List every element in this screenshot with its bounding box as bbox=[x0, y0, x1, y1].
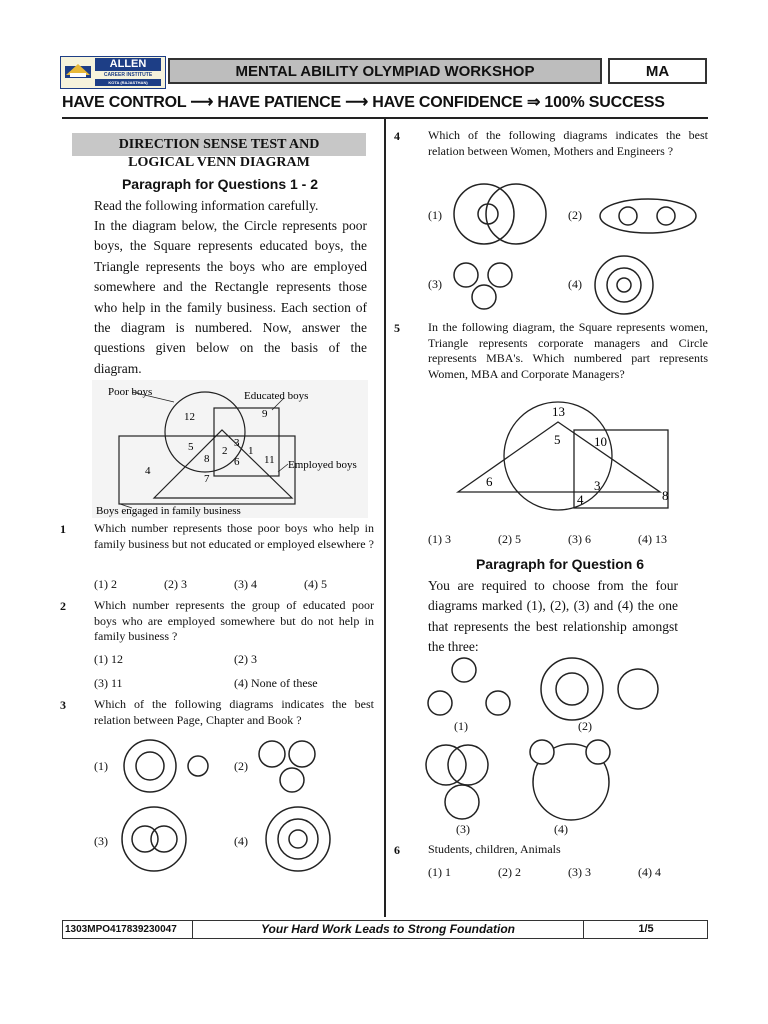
q6-diagram-label-1: (1) bbox=[454, 719, 468, 733]
footer-page-number: 1/5 bbox=[583, 920, 708, 939]
q6-diagram-label-3: (3) bbox=[456, 822, 470, 836]
region-9: 9 bbox=[262, 408, 268, 420]
q5-region-13: 13 bbox=[552, 404, 565, 419]
q6-option-3[interactable]: (3) 3 bbox=[568, 865, 591, 879]
q3-option-1[interactable]: (1) bbox=[94, 759, 108, 773]
q2-text: Which number represents the group of educated poor boys who are employed somewhere but do not help in family business ? bbox=[94, 598, 374, 643]
footer-code: 1303MPO417839230047 bbox=[62, 920, 193, 939]
q2-option-2[interactable]: (2) 3 bbox=[234, 652, 257, 666]
paragraph-q6-body: You are required to choose from the four diagrams marked (1), (2), (3) and (4) the one that represents the best relationship amongst the three: bbox=[428, 578, 678, 655]
q1-option-4[interactable]: (4) 5 bbox=[304, 577, 327, 591]
region-4: 4 bbox=[145, 465, 151, 477]
header-title: MENTAL ABILITY OLYMPIAD WORKSHOP bbox=[168, 58, 602, 84]
q6-diagram-label-2: (2) bbox=[578, 719, 592, 733]
venn-diagram-q1-2 bbox=[92, 380, 368, 518]
q3-option-3[interactable]: (3) bbox=[94, 834, 108, 848]
q4-option-1[interactable]: (1) bbox=[428, 208, 442, 222]
q6-diagram-3 bbox=[424, 734, 504, 820]
logo-emblem-icon bbox=[64, 60, 92, 84]
q6-diagram-label-4: (4) bbox=[554, 822, 568, 836]
section-title-1: DIRECTION SENSE TEST AND bbox=[118, 137, 320, 152]
q1-option-1[interactable]: (1) 2 bbox=[94, 577, 117, 591]
slogan: HAVE CONTROL ⟶ HAVE PATIENCE ⟶ HAVE CONFIDENCE ⇒ 100% SUCCESS bbox=[62, 94, 665, 111]
q4-option-3[interactable]: (3) bbox=[428, 277, 442, 291]
column-divider bbox=[384, 117, 386, 917]
q6-option-4[interactable]: (4) 4 bbox=[638, 865, 661, 879]
q5-option-2[interactable]: (2) 5 bbox=[498, 532, 521, 546]
q3-number: 3 bbox=[60, 698, 66, 712]
region-7: 7 bbox=[204, 473, 210, 485]
q4-diagram-4 bbox=[592, 254, 656, 316]
q5-region-4: 4 bbox=[577, 492, 584, 507]
q6-diagram-2 bbox=[538, 656, 664, 722]
label-poor-boys: Poor boys bbox=[108, 386, 153, 398]
q5-region-8: 8 bbox=[662, 488, 669, 503]
intro-line: Read the following information carefully. bbox=[94, 198, 319, 213]
q2-number: 2 bbox=[60, 599, 66, 613]
q2-option-3[interactable]: (3) 11 bbox=[94, 676, 123, 690]
q4-option-2[interactable]: (2) bbox=[568, 208, 582, 222]
q3-text: Which of the following diagrams indicates the best relation between Page, Chapter and Book ? bbox=[94, 697, 374, 727]
q4-number: 4 bbox=[394, 129, 400, 143]
q6-diagram-1 bbox=[424, 656, 512, 720]
section-title-2: LOGICAL VENN DIAGRAM bbox=[128, 155, 310, 170]
q1-text: Which number represents those poor boys who help in family business but not educated or employed elsewhere ? bbox=[94, 521, 374, 551]
region-8: 8 bbox=[204, 453, 210, 465]
q3-diagram-1 bbox=[118, 738, 218, 794]
paragraph-heading-q6: Paragraph for Question 6 bbox=[475, 556, 645, 572]
q3-diagram-4 bbox=[262, 804, 334, 874]
q1-option-2[interactable]: (2) 3 bbox=[164, 577, 187, 591]
region-5: 5 bbox=[188, 441, 194, 453]
q2-option-1[interactable]: (1) 12 bbox=[94, 652, 123, 666]
region-12: 12 bbox=[184, 411, 195, 423]
intro-body: In the diagram below, the Circle represents poor boys, the Square represents educated boys, the Triangle represents the boys who are employed somewhere and the Rectangle represents those who help in the family business. Each section of the diagram is numbered. Now, answer the questions given below on the basis of the diagram. bbox=[94, 218, 367, 376]
q5-option-3[interactable]: (3) 6 bbox=[568, 532, 591, 546]
q5-option-1[interactable]: (1) 3 bbox=[428, 532, 451, 546]
q3-diagram-2 bbox=[256, 736, 336, 794]
label-family-business: Boys engaged in family business bbox=[96, 505, 241, 517]
allen-logo bbox=[60, 56, 166, 89]
q5-number: 5 bbox=[394, 321, 400, 335]
q5-text: In the following diagram, the Square represents women, Triangle represents corporate managers and Circle represents MBA's. Which numbered part represents Women, MBA and Corporate Managers? bbox=[428, 320, 708, 381]
region-6: 6 bbox=[234, 456, 240, 468]
q2-option-4[interactable]: (4) None of these bbox=[234, 676, 318, 690]
q6-text: Students, children, Animals bbox=[428, 842, 561, 856]
footer-motto: Your Hard Work Leads to Strong Foundation bbox=[261, 922, 515, 936]
q5-region-3: 3 bbox=[594, 478, 601, 493]
q4-diagram-3 bbox=[450, 258, 522, 312]
q1-option-3[interactable]: (3) 4 bbox=[234, 577, 257, 591]
logo-brand: ALLEN bbox=[95, 58, 161, 71]
q6-diagram-4 bbox=[526, 734, 616, 822]
label-employed-boys: Employed boys bbox=[288, 459, 357, 471]
region-2: 2 bbox=[222, 445, 228, 457]
q4-diagram-2 bbox=[596, 196, 702, 236]
q3-diagram-3 bbox=[116, 804, 192, 874]
q6-option-2[interactable]: (2) 2 bbox=[498, 865, 521, 879]
logo-line2: KOTA (RAJASTHAN) bbox=[95, 79, 161, 86]
venn-diagram-q5 bbox=[450, 400, 680, 512]
q3-option-4[interactable]: (4) bbox=[234, 834, 248, 848]
logo-line1: CAREER INSTITUTE bbox=[103, 72, 153, 78]
q5-region-6: 6 bbox=[486, 474, 493, 489]
q6-option-1[interactable]: (1) 1 bbox=[428, 865, 451, 879]
region-1: 1 bbox=[248, 445, 254, 457]
q5-region-5: 5 bbox=[554, 432, 561, 447]
q4-text: Which of the following diagrams indicates the best relation between Women, Mothers and Engineers ? bbox=[428, 128, 708, 158]
q6-number: 6 bbox=[394, 843, 400, 857]
q5-region-10: 10 bbox=[594, 434, 607, 449]
region-3: 3 bbox=[234, 437, 240, 449]
q5-option-4[interactable]: (4) 13 bbox=[638, 532, 667, 546]
q4-option-4[interactable]: (4) bbox=[568, 277, 582, 291]
region-11: 11 bbox=[264, 454, 275, 466]
label-educated-boys: Educated boys bbox=[244, 390, 309, 402]
q3-option-2[interactable]: (2) bbox=[234, 759, 248, 773]
header-code: MA bbox=[608, 58, 707, 84]
q4-diagram-1 bbox=[450, 180, 556, 248]
q1-number: 1 bbox=[60, 522, 66, 536]
paragraph-heading-q1-2: Paragraph for Questions 1 - 2 bbox=[121, 176, 319, 192]
